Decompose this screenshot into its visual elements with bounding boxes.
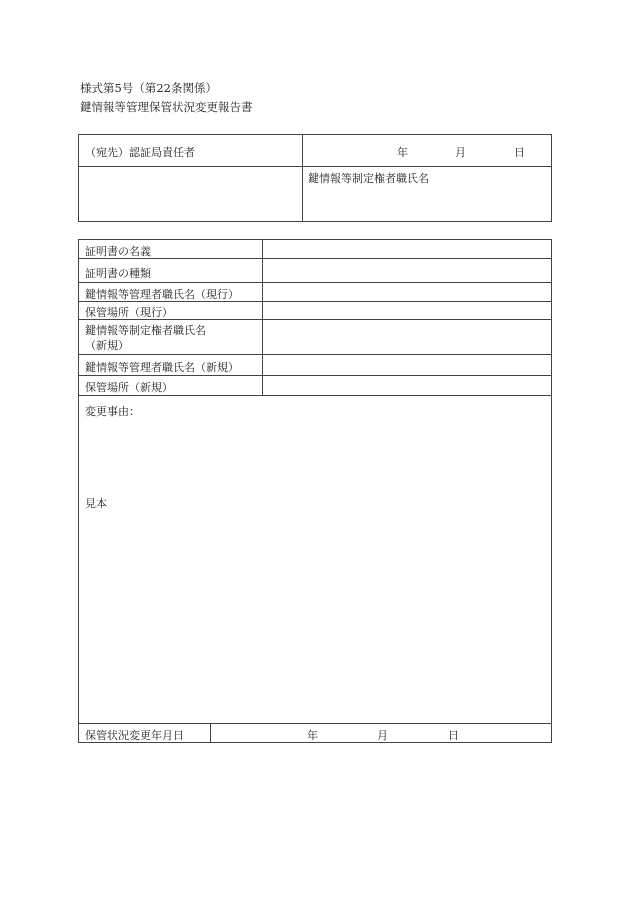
details-table	[78, 239, 552, 743]
change-date-year: 年	[307, 729, 318, 742]
date-day-label: 日	[514, 146, 525, 159]
change-date-day: 日	[448, 729, 459, 742]
address-divider-vertical	[302, 135, 303, 221]
row-label-current-manager: 鍵情報等管理者職氏名（現行）	[85, 288, 239, 301]
row-label-new-authority-line2: （新規）	[85, 339, 129, 352]
date-month-label: 月	[455, 146, 466, 159]
date-year-label: 年	[397, 146, 408, 159]
change-reason-label: 変更事由：	[85, 405, 140, 418]
row-label-new-location: 保管場所（新規）	[85, 381, 173, 394]
sample-watermark-text: 見本	[85, 497, 107, 510]
table-row-line	[79, 395, 551, 396]
table-row-line	[79, 375, 551, 376]
address-box	[78, 134, 552, 222]
signer-label: 鍵情報等制定権者職氏名	[308, 172, 429, 185]
table-row-line	[79, 354, 551, 355]
change-date-divider	[210, 723, 211, 742]
row-label-new-authority-line1: 鍵情報等制定権者職氏名	[85, 324, 206, 337]
recipient-label: （宛先）認証局責任者	[85, 146, 195, 159]
address-divider-horizontal	[79, 166, 551, 167]
change-date-month: 月	[377, 729, 388, 742]
form-number: 様式第5号（第22条関係）	[80, 81, 217, 95]
row-label-current-location: 保管場所（現行）	[85, 306, 173, 319]
form-title: 鍵情報等管理保管状況変更報告書	[80, 100, 253, 114]
row-label-certificate-type: 証明書の種類	[85, 267, 151, 280]
table-column-divider	[262, 240, 263, 395]
table-row-line	[79, 282, 551, 283]
row-label-new-manager: 鍵情報等管理者職氏名（新規）	[85, 361, 239, 374]
table-row-line	[79, 723, 551, 724]
row-label-certificate-holder: 証明書の名義	[85, 245, 151, 258]
change-date-label: 保管状況変更年月日	[85, 729, 184, 742]
